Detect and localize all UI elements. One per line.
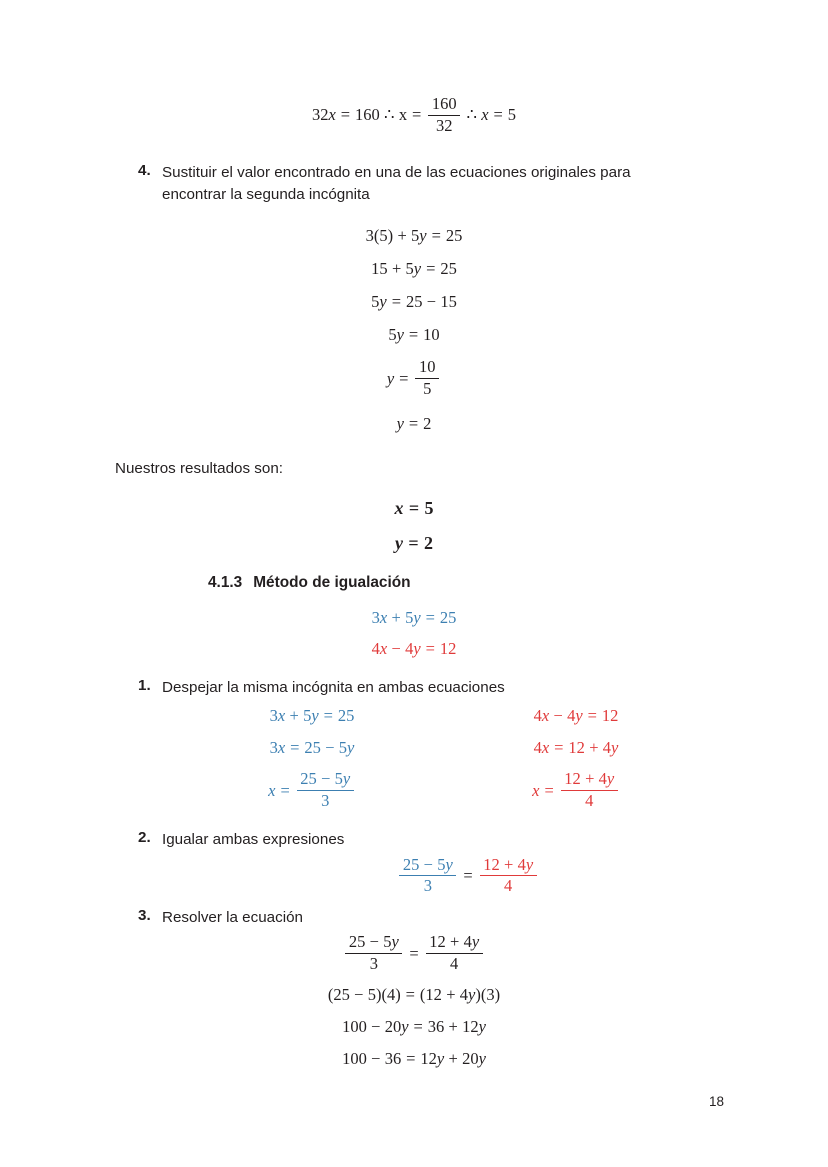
equals-sign: = (554, 738, 564, 758)
term: 25 (300, 769, 317, 789)
step1-left-line1 (180, 707, 444, 726)
variable: x (268, 780, 276, 800)
term: 3 (269, 706, 278, 726)
variable: y (379, 292, 387, 312)
variable: x (541, 738, 550, 758)
page-number: 18 (708, 1094, 724, 1109)
variable: y (468, 985, 476, 1005)
therefore-symbol: ∴ (384, 105, 395, 125)
step-number: 3. (138, 906, 151, 924)
fraction-numerator (297, 770, 354, 789)
term: 3(5) (365, 226, 394, 246)
equation-5y-equals-25-minus-15 (0, 293, 828, 312)
eq-coef: 32 (311, 105, 329, 125)
equals-sign: = (413, 1017, 423, 1037)
operator: + (446, 985, 456, 1005)
equals-sign-3: = (493, 105, 503, 125)
variable: x (277, 738, 286, 758)
fraction-160-32 (428, 95, 460, 135)
term: 4 (463, 932, 472, 952)
variable: y (445, 854, 453, 874)
equation-15-plus-5y (0, 260, 828, 279)
variable: x (541, 706, 550, 726)
variable: y (611, 738, 619, 758)
term: 4 (371, 638, 380, 658)
equals-sign: = (425, 607, 435, 627)
variable: y (471, 932, 480, 952)
step-number: 1. (138, 676, 151, 694)
fraction-numerator (399, 856, 456, 875)
fraction-denominator: 4 (561, 790, 618, 810)
system-equation-red (0, 640, 828, 659)
step1-right-line2 (444, 739, 708, 758)
equals-sign: = (409, 943, 419, 963)
step-text: Despejar la misma incógnita en ambas ecuaciones (162, 678, 505, 696)
operator: − (369, 932, 379, 952)
operator: + (391, 607, 401, 627)
equals-sign: = (431, 226, 441, 246)
equals-sign: = (463, 866, 473, 886)
fraction-left (345, 933, 402, 973)
term: 4 (533, 706, 542, 726)
eq-var: x (328, 105, 336, 125)
fraction-numerator (480, 856, 537, 875)
list-item-step-4 (138, 162, 698, 205)
equals-sign: = (408, 532, 419, 553)
fraction-right-red (480, 856, 537, 896)
operator: + (585, 769, 595, 789)
results-intro-text: Nuestros resultados son: (115, 460, 283, 478)
variable: y (478, 1049, 486, 1069)
term: 25 (402, 854, 420, 874)
operator: + (449, 932, 460, 952)
equals-sign: = (408, 325, 419, 345)
fraction-numerator (426, 933, 483, 952)
variable: y (391, 932, 399, 952)
variable: y (386, 368, 395, 388)
operator: − (423, 854, 433, 874)
eq-var2: x (398, 105, 408, 125)
operator: + (289, 706, 299, 726)
equals-sign: = (391, 292, 401, 312)
variable: y (575, 706, 583, 726)
term: 3 (269, 738, 278, 758)
variable: y (478, 1017, 486, 1037)
term: 5 (334, 769, 343, 789)
fraction-denominator: 32 (428, 115, 460, 135)
variable: y (311, 706, 319, 726)
term: 2 (423, 414, 432, 434)
step-number: 2. (138, 829, 151, 847)
list-item-step-3 (138, 907, 698, 929)
term: 100 (342, 1049, 367, 1069)
term: 12 (420, 1049, 437, 1069)
variable: y (396, 325, 404, 345)
variable: y (342, 769, 351, 789)
term: 25 (405, 292, 423, 312)
operator: + (503, 854, 514, 874)
fraction-denominator: 4 (480, 875, 537, 895)
variable: y (419, 226, 427, 246)
variable: x (277, 706, 286, 726)
operator: − (371, 1017, 381, 1037)
equals-sign: = (408, 497, 420, 518)
term: 4 (533, 738, 542, 758)
term: 12 (568, 738, 585, 758)
result-y (0, 533, 828, 554)
fraction-numerator: 10 (419, 357, 436, 377)
fraction-denominator: 3 (399, 875, 456, 895)
operator: + (448, 1017, 458, 1037)
fraction-25-minus-5y-over-3 (297, 770, 354, 810)
operator: + (448, 1049, 458, 1069)
step3-equation-grouped (0, 1050, 828, 1069)
term: 4 (459, 985, 469, 1005)
term: (12 (419, 985, 442, 1005)
fraction-denominator: 4 (426, 953, 483, 973)
term: 25 (304, 738, 321, 758)
variable: y (347, 738, 355, 758)
step-number: 4. (138, 161, 151, 179)
equation-y-equals-10-over-5 (0, 359, 828, 399)
equals-sign: = (405, 985, 415, 1005)
term: 36 (384, 1049, 402, 1069)
term: 3 (371, 607, 380, 627)
eq-rhs: 160 (355, 105, 380, 125)
term: 5 (388, 325, 397, 345)
fraction-numerator (345, 933, 402, 952)
list-item-step-2 (138, 829, 698, 851)
operator: − (371, 1049, 381, 1069)
term: 36 (427, 1017, 445, 1037)
variable: y (396, 414, 404, 434)
term: 5 (371, 292, 380, 312)
system-equation-blue (0, 609, 828, 628)
equals-sign: = (323, 706, 333, 726)
term: 5 (405, 607, 414, 627)
fraction-numerator (561, 770, 618, 789)
equals-sign: = (406, 1049, 416, 1069)
variable: y (401, 1017, 409, 1037)
term: 4 (517, 854, 526, 874)
term: 20 (462, 1049, 479, 1069)
fraction-12-plus-4y-over-4 (561, 770, 618, 810)
term: 10 (423, 325, 440, 345)
term: 4 (598, 769, 607, 789)
step1-left-line3 (180, 771, 444, 811)
term: 5 (383, 932, 392, 952)
section-title: Método de igualación (253, 573, 411, 591)
term: 15 (371, 259, 388, 279)
term: 25 (439, 607, 457, 627)
equals-sign: = (280, 780, 290, 800)
variable: x (379, 638, 388, 658)
step1-left-line2 (180, 739, 444, 758)
term: 5 (405, 259, 414, 279)
step1-right-line1 (444, 707, 708, 726)
step1-right-line3 (444, 771, 708, 811)
fraction-left-blue (399, 856, 456, 896)
term: 5 (411, 226, 420, 246)
fraction-denominator: 3 (345, 953, 402, 973)
term: (25 (327, 985, 350, 1005)
operator: − (354, 985, 364, 1005)
operator: + (397, 226, 407, 246)
eq-result: 5 (507, 105, 517, 125)
equation-3-5-plus-5y (0, 227, 828, 246)
operator: − (426, 292, 437, 312)
term: 5)(4) (367, 985, 401, 1005)
operator: − (321, 769, 331, 789)
variable: y (394, 532, 403, 553)
equals-sign: = (544, 780, 554, 800)
variable: y (436, 1049, 445, 1069)
section-heading (208, 574, 828, 592)
fraction-10-5 (415, 358, 439, 398)
fraction-denominator: 5 (415, 378, 439, 398)
step2-equation (0, 854, 828, 897)
result-x (0, 498, 828, 519)
equals-sign: = (425, 638, 435, 658)
term: 5 (437, 854, 446, 874)
term: 25 (348, 932, 366, 952)
term: 12 (483, 854, 500, 874)
equation-5y-equals-10 (0, 326, 828, 345)
term: 20 (384, 1017, 402, 1037)
section-number: 4.1.3 (208, 573, 243, 591)
operator: − (553, 706, 563, 726)
equals-sign-2: = (412, 105, 422, 125)
therefore-symbol-2: ∴ (466, 105, 477, 125)
term: 5 (338, 738, 348, 758)
term: 5 (303, 706, 312, 726)
term: 12 (601, 706, 619, 726)
equals-sign: = (426, 259, 436, 279)
operator: − (391, 638, 401, 658)
term: 25 (337, 706, 355, 726)
operator: + (589, 738, 599, 758)
term: 25 (440, 259, 457, 279)
variable: y (413, 259, 422, 279)
term: )(3) (475, 985, 501, 1005)
term: 4 (567, 706, 576, 726)
variable: x (532, 780, 540, 800)
step1-row-2 (0, 739, 828, 758)
term: 4 (405, 638, 414, 658)
list-item-step-1 (138, 677, 698, 699)
equals-sign: = (340, 105, 351, 125)
term: 100 (342, 1017, 367, 1037)
result-value: 5 (424, 497, 434, 518)
operator: − (325, 738, 335, 758)
variable: x (379, 607, 388, 627)
step1-row-3 (0, 771, 828, 811)
variable: y (413, 638, 421, 658)
term: 12 (439, 638, 457, 658)
step-text: Resolver la ecuación (162, 908, 303, 926)
equals-sign: = (399, 368, 409, 388)
step3-equation-fractions (0, 934, 828, 974)
term: 25 (445, 226, 463, 246)
equals-sign: = (290, 738, 300, 758)
eq-var3: x (481, 105, 489, 125)
term: 12 (462, 1017, 479, 1037)
term: 4 (602, 738, 612, 758)
variable: y (413, 607, 421, 627)
fraction-numerator: 160 (431, 94, 457, 114)
fraction-denominator: 3 (297, 790, 354, 810)
step3-equation-expanded (0, 1018, 828, 1037)
step-text: Igualar ambas expresiones (162, 831, 345, 849)
equation-32x-160 (0, 96, 828, 136)
fraction-right (426, 933, 483, 973)
variable: x (394, 497, 404, 518)
variable: y (606, 769, 615, 789)
result-value: 2 (424, 532, 434, 553)
term: 12 (564, 769, 581, 789)
equation-y-equals-2 (0, 415, 828, 434)
step1-row-1 (0, 707, 828, 726)
equals-sign: = (408, 414, 419, 434)
equals-sign: = (587, 706, 597, 726)
step-text: Sustituir el valor encontrado en una de las ecuaciones originales para encontrar la segunda incógnita (162, 163, 631, 203)
term: 12 (429, 932, 446, 952)
variable: y (525, 854, 534, 874)
term: 15 (440, 292, 457, 312)
document-page (0, 96, 828, 1167)
operator: + (391, 259, 402, 279)
step3-equation-cross-multiply (0, 986, 828, 1005)
